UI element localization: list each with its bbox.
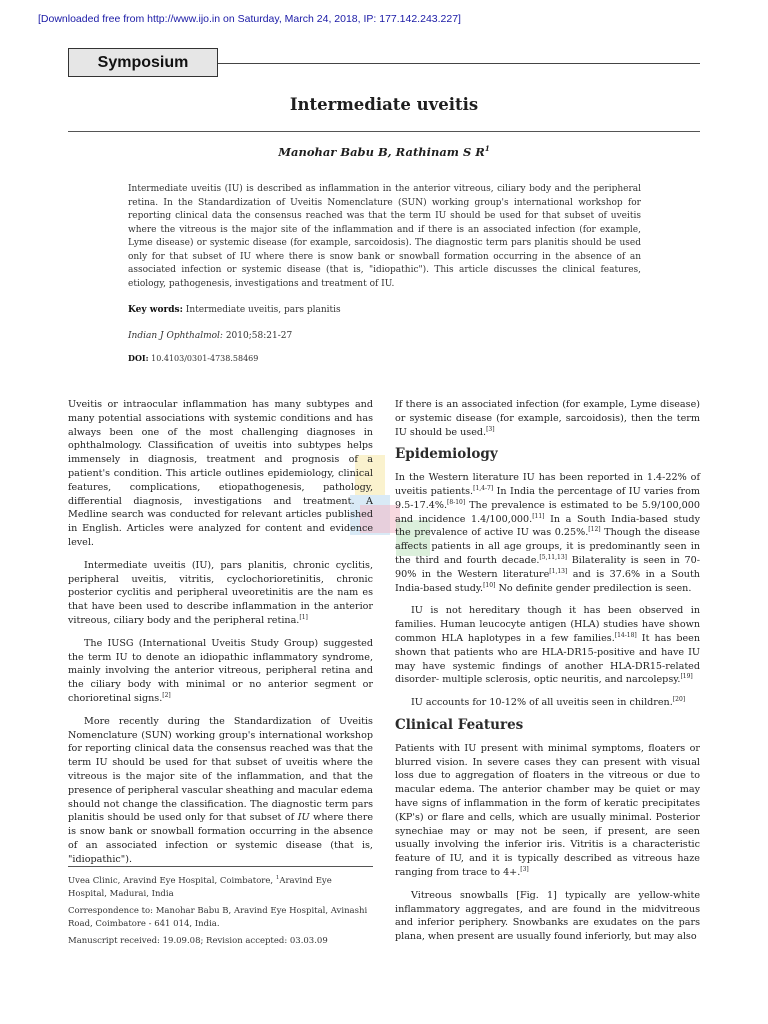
paragraph-italic: IU — [297, 812, 310, 824]
paragraph-text: In the Western literature IU has been reported in 1.4-22% of uveitis patients. — [395, 472, 700, 497]
reference-sup: [3] — [520, 865, 529, 873]
body-paragraph — [68, 715, 373, 867]
download-notice: [Downloaded free from http://www.ijo.in on Saturday, March 24, 2018, IP: 177.142.243.227] — [38, 13, 461, 25]
paragraph-text: The IUSG (International Uveitis Study Group) suggested the term IU to denote an idiopathic inflammatory syndrome, mainly involving the anterior vitreous, peripheral retina and the ciliary body with minimal or no anterior segment or chorioretinal signs. — [68, 637, 373, 704]
paragraph-text: More recently during the Standardization of Uveitis Nomenclature (SUN) working group's international workshop for reporting clinical data the consensus reached was that the term IU should be used for that subset of uveitis where the vitreous is the major site of the inflammation, and that the presence of peripheral vascular sheathing and macular edema should not change the classification. The diagnostic term pars planitis should be used only for that subset of — [68, 715, 373, 824]
citation — [128, 331, 292, 341]
article-title: Intermediate uveitis — [289, 95, 479, 114]
footnote-rule — [68, 866, 373, 867]
body-paragraph — [395, 398, 700, 439]
paragraph-text: No definite gender predilection is seen. — [495, 582, 692, 594]
reference-sup: [1,4-7] — [473, 484, 494, 492]
correspondence: Correspondence to: Manohar Babu B, Aravind Eye Hospital, Avinashi Road, Coimbatore - 641 014, India. — [68, 905, 368, 929]
reference-sup: [19] — [680, 673, 693, 681]
paragraph-text: Bilaterality is seen in 70-90% in the Western literature — [395, 554, 700, 580]
paragraph-text: IU is not hereditary though it has been observed in families. Human leucocyte antigen (HLA) studies have shown common HLA haplotypes in a few families. — [395, 605, 700, 644]
paragraph-text: IU accounts for 10-12% of all uveitis seen in children. — [411, 697, 673, 709]
abstract: Intermediate uveitis (IU) is described as inflammation in the anterior vitreous, ciliary body and the peripheral retina. In the Standardization of Uveitis Nomenclature (SUN) working group's international workshop for reporting clinical data the consensus reached was that the term IU should be used for that subset of uveitis where the vitreous is the major site of the inflammation and if there is an associated infection (for example, Lyme disease) or systemic disease (for example, sarcoidosis). The diagnostic term pars planitis should be used only for that subset of IU where there is snow bank or snowball formation occurring in the absence of an associated infection or systemic disease (that is, "idiopathic"). This article discusses the clinical features, etiology, pathogenesis, investigations and treatment of IU. — [128, 184, 641, 289]
paragraph-text: In a South India-based study the prevalence of active IU was 0.25%. — [395, 513, 700, 539]
footnotes — [68, 872, 373, 952]
keywords-text: Intermediate uveitis, pars planitis — [185, 305, 341, 315]
body-paragraph: Vitreous snowballs [Fig. 1] typically are yellow-white inflammatory aggregates, and are found in the midvitreous and inferior periphery. Snowbanks are exudates on the pars plana, when present are usually found inferiorly, but may also — [395, 889, 700, 943]
reference-sup: [12] — [588, 526, 601, 534]
affiliation-sup: 1 — [275, 875, 280, 881]
left-column — [68, 398, 373, 876]
article-authors — [0, 144, 768, 159]
authors-text: Manohar Babu B, Rathinam S R — [278, 144, 485, 159]
body-paragraph: Uveitis or intraocular inflammation has many subtypes and many potential associations with systemic conditions and has always been one of the most challenging diagnoses in ophthalmology. Classification of uveitis into subtypes helps immensely in diagnosis, treatment and prognosis of a patient's condition. This article outlines epidemiology, clinical features, complications, etiopathogenesis, pathology, differential diagnosis, investigations and treatment. A Medline search was conducted for relevant articles published in English. Articles were analyzed for content and evidence level. — [68, 399, 373, 548]
paragraph-text: Patients with IU present with minimal symptoms, floaters or blurred vision. In severe cases they can present with visual loss due to aggregation of floaters in the vitreous or due to macular edema. The anterior chamber may be quiet or may have signs of inflammation in the form of keratic precipitates (KP's) or flare and cells, which are usually minimal. Posterior synechiae may or may not be seen, if present, are seen usually involving the inferior iris. Vitritis is a characteristic feature of IU, and it is typically described as vitreous haze ranging from trace to 4+. — [395, 742, 700, 878]
reference-sup: [11] — [532, 512, 545, 520]
title-rule — [68, 131, 700, 132]
body-paragraph — [68, 637, 373, 706]
body-paragraph — [395, 471, 700, 595]
reference-sup: [10] — [483, 581, 496, 589]
reference-sup: [1,13] — [549, 567, 568, 575]
paragraph-text: Though the disease affects patients in all age groups, it is predominantly seen in the third and fourth decade. — [395, 527, 700, 566]
manuscript-dates: Manuscript received: 19.09.08; Revision accepted: 03.03.09 — [68, 935, 328, 946]
reference-sup: [1] — [299, 613, 308, 621]
right-column — [395, 398, 700, 953]
paragraph-text: In India the percentage of IU varies from 9.5-17.4%. — [395, 485, 700, 511]
section-heading-clinical-features: Clinical Features — [395, 716, 524, 733]
citation-rest: 2010;58:21-27 — [225, 331, 293, 341]
affiliation — [68, 872, 373, 901]
reference-sup: [8-10] — [447, 498, 466, 506]
reference-sup: [14-18] — [614, 631, 637, 639]
paragraph-text: If there is an associated infection (for example, Lyme disease) or systemic disease (for example, sarcoidosis), then the term IU should be used. — [395, 399, 700, 438]
doi-label: DOI: — [128, 353, 149, 363]
citation-journal: Indian J Ophthalmol: — [128, 331, 223, 341]
section-heading-epidemiology: Epidemiology — [395, 446, 498, 463]
body-paragraph — [395, 604, 700, 687]
reference-sup: [3] — [486, 425, 495, 433]
body-paragraph — [395, 696, 700, 710]
paragraph-text: Intermediate uveitis (IU), pars planitis, chronic cyclitis, peripheral uveitis, vitritis, cyclochorioretinitis, chronic posterior cyclitis and peripheral uveoretinitis are the nam es that have been used to describe inflammation in the anterior vitreous, ciliary body and the peripheral retina. — [68, 559, 373, 626]
affiliation-text: Uvea Clinic, Aravind Eye Hospital, Coimbatore, — [68, 875, 276, 886]
keywords-label: Key words: — [128, 305, 183, 315]
authors-sup: 1 — [484, 144, 490, 153]
affiliation-text: Aravind Eye Hospital, Madurai, India — [68, 875, 332, 899]
body-paragraph — [395, 742, 700, 880]
paragraph-text: It has been shown that patients who are HLA-DR15-positive and have IU may have systemic findings of another HLA-DR15-related disorder- multiple sclerosis, optic neuritis, and narcolepsy. — [395, 632, 700, 686]
paragraph-text: and is 37.6% in a South India-based study. — [395, 568, 700, 594]
reference-sup: [20] — [672, 695, 686, 703]
body-paragraph — [68, 559, 373, 628]
doi-value: 10.4103/0301-4738.58469 — [151, 354, 259, 363]
reference-sup: [5,11,13] — [539, 553, 568, 561]
section-label: Symposium — [68, 48, 218, 77]
reference-sup: [2] — [162, 691, 171, 699]
doi — [128, 353, 258, 363]
paragraph-text: where there is snow bank or snowball formation occurring in the absence of an associated infection or systemic disease (that is, "idiopathic"). — [68, 812, 373, 865]
keywords — [128, 305, 641, 315]
paragraph-text: The prevalence is estimated to be 5.9/100,000 and incidence 1.4/100,000. — [395, 499, 700, 525]
